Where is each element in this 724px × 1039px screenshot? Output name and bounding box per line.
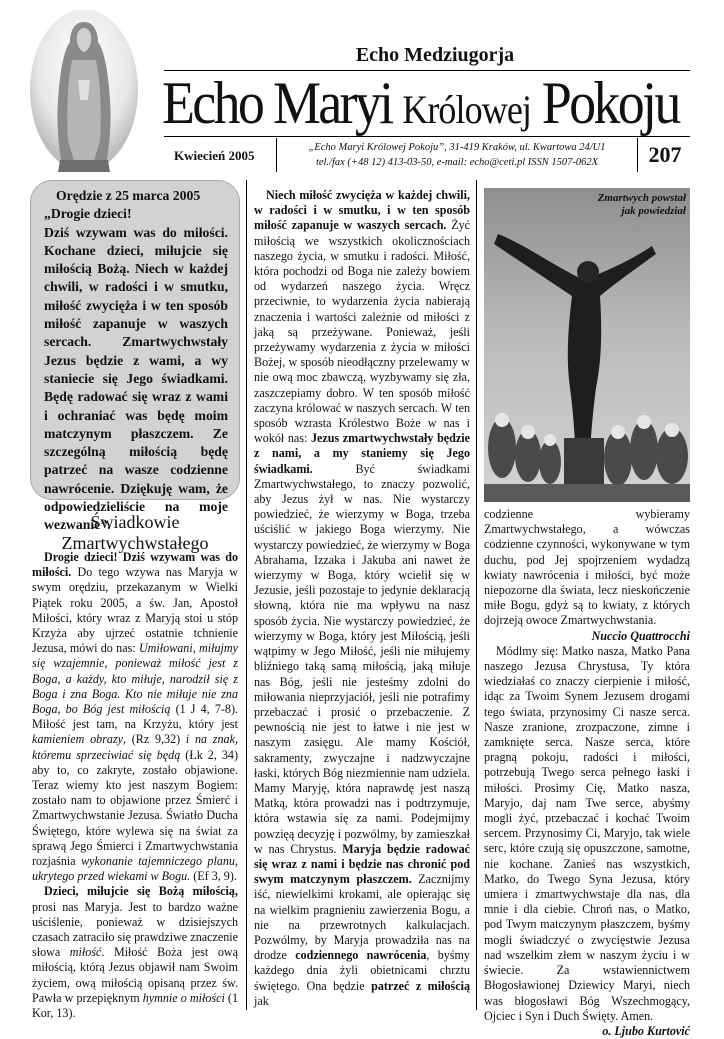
text-run: . Miłość Boża jest ową miłością, którą Jezus objawił nam Swoim życiem, ową miłością opisaną przez św. Pawła w przepięknym bbox=[32, 945, 238, 1005]
paragraph: codzienne wybieramy Zmartwychwstałego, a wówczas codzienne czynności, wykonywane w tym duchu, pod Jej spojrzeniem wydadzą kwiaty nawrócenia i miłości, być może niepozorne dla świata, lecz nieskończenie miłe Bogu, gdyż są to kwiaty, z których dojrzeją owoce Zmartwychwstania. bbox=[484, 507, 690, 628]
text-run: , (Rz 9,32) bbox=[123, 732, 186, 747]
title-part-b: Królowej bbox=[402, 87, 531, 132]
text-run: , byśmy każdego dnia żyli obietnicami chrztu świętego. Ona będzie bbox=[254, 948, 470, 993]
title-part-a: Echo Maryi bbox=[162, 70, 403, 136]
italic-run: hymnie o miłości bbox=[142, 990, 225, 1005]
madonna-statue-image bbox=[30, 10, 138, 172]
photo-caption-line-1: Zmartwych powstał bbox=[597, 192, 686, 204]
article-heading-line-2: Zmartwychwstałego bbox=[61, 533, 209, 553]
message-greeting: „Drogie dzieci! bbox=[44, 206, 132, 222]
text-run: (1 Kor, 13). bbox=[32, 990, 238, 1021]
message-heading: Orędzie z 25 marca 2005 bbox=[56, 188, 201, 203]
issue-date: Kwiecień 2005 bbox=[174, 148, 255, 163]
column-separator bbox=[246, 180, 247, 1010]
bold-run: Jezus zmartwychwstały będzie z nami, a my staniemy się Jego świadkami. bbox=[254, 431, 470, 476]
text-run: prosi nas Maryja. Jest to bardzo ważne uściślenie, ponieważ w dzisiejszych czasach zatraciło się prawdziwe znaczenie słowa bbox=[32, 899, 238, 960]
article-heading bbox=[30, 512, 240, 554]
text-run: Żyć miłością we wszystkich okolicznościach naszego życia, w smutku i radości. Miłość, która pochodzi od Boga nie zależy bowiem od wydarzeń naszego życia. Wręcz przeciwnie, to wydarzenia życia nabierają znaczenia i wartości zależnie od miłości z jaką są przeżywane. Ponieważ, jeśli przeżywamy wydarzenia z życia w miłości Bożej, w sposób nieodłączny przelewamy w nie ową moc zbawczą, wyzbywamy się zła, zaszczepiamy dobro. W ten sposób miłość zaczyna królować w naszych sercach. W ten sposób wzrasta Królestwo Boże w nas i wokół nas: bbox=[254, 218, 471, 446]
italic-run: kamieniem obrazy bbox=[32, 732, 124, 747]
text-run: (Ef 3, 9). bbox=[190, 869, 237, 884]
article-heading-line-1: Świadkowie bbox=[90, 512, 180, 532]
text-run: (Łk 2, 34) aby to, co zakryte, zostało objawione. Teraz wiemy kto jest naszym Bogiem: zostało nam to objawione przez Śmierć i Zmartwychwstanie Jezusa. Światło Ducha Świętego, które wylewa się na świat za sprawą Jego Śmierci i Zmartwychwstania rozjaśnia bbox=[32, 747, 238, 869]
bold-run: codziennego nawrócenia bbox=[295, 948, 427, 963]
bold-run: patrzeć z miłością bbox=[371, 978, 470, 993]
bold-run: Dzieci, miłujcie się Bożą miłością, bbox=[44, 884, 238, 899]
italic-run: miłość bbox=[69, 945, 102, 960]
bold-run: Niech miłość zwycięża w każdej chwili, w radości i w smutku, i w ten sposób miłość zapanuje w waszych sercach. bbox=[254, 188, 470, 233]
photo-caption bbox=[540, 192, 686, 218]
author-signature: Nuccio Quattrocchi bbox=[591, 628, 690, 643]
crucifix-photo bbox=[484, 188, 690, 502]
column-1 bbox=[32, 550, 238, 1021]
masthead-title bbox=[162, 70, 679, 143]
prayer-paragraph: Módlmy się: Matko nasza, Matko Pana naszego Jezusa Chrystusa, Ty która wiedziałaś co znaczy cierpienie i miłość, idąc za Twoim Synem Jezusem drogami tego świata, przynosimy Ci nasze serca. Nasze zranione, zrozpaczone, zimne i zamknięte serca. Nasze serca, które pragną pokoju, radości i miłości, potrzebują Twego serca pełnego łaski i miłości. Prosimy Cię, Matko nasza, Maryjo, daj nam Twe serce, abyśmy mogli żyć, przebaczać i kochać Twoim sercem. Przynosimy Ci, Maryjo, tak wiele serc, które czują się opuszczone, samotne, nie kochane. Zanieś nas wszystkich, Matko, do Twego Syna Jezusa, który umiera i zmartwychwstaje dla nas, dla mnie i dla ciebie. Chroń nas, o Matko, pod Twym matczynym płaszczem, byśmy mogli świadczyć o zwycięstwie Jezusa nad wszelkim złem w naszym życiu i w świecie. Za wstawiennictwem Błogosławionej Dziewicy Maryi, niech was błogosławi Bóg Wszechmogący, Ojciec i Syn i Duch Święty. Amen. bbox=[484, 643, 690, 1023]
paragraph bbox=[32, 884, 238, 1021]
italic-run: wykonanie tajemniczego planu, ukrytego przed wiekami w Bogu. bbox=[32, 854, 238, 884]
message-text bbox=[44, 187, 228, 535]
issue-number: 207 bbox=[648, 142, 682, 167]
title-part-c: Pokoju bbox=[531, 70, 679, 136]
text-run: Zacznijmy iść, niewielkimi krokami, ale opierając się na wielkim pragnieniu zawierzenia Bogu, a nie na przewrotnych kalkulacjach. Pozwólmy, by Maryja prowadziła nas na drodze bbox=[254, 872, 470, 963]
kicker-title: Echo Medziugorja bbox=[355, 44, 515, 66]
text-run: Do tego wzywa nas Maryja w swym orędziu, przekazanym w Wielki Piątek roku 2005, a św. Jan, Apostoł Miłości, który wraz z Maryją stoi u stóp Krzyża aby ujrzeć ostatnie tchnienie Jezusa, mówi do nas: bbox=[32, 565, 238, 656]
paragraph bbox=[254, 188, 470, 1009]
italic-run: Umiłowani, miłujmy się wzajemnie, ponieważ miłość jest z Boga, a każdy, kto miłuje, narodził się z Boga i zna Boga. Kto nie miłuje nie zna Boga, bo Bóg jest miłością bbox=[32, 641, 239, 717]
message-body: Dziś wzywam was do miłości. Kochane dzieci, miłujcie się miłością Bożą. Niech w każdej chwili, w radości i w smutku, miłość zwycięża i w ten sposób miłość zapanuje w waszych sercach. Zmartwychwstały Jezus będzie z wami, a wy staniecie się Jego świadkami. Będę radować się wraz z wami i ochraniać was będę moim matczynym płaszczem. Ze szczególną miłością będę patrzeć na wasze codzienne nawrócenie. Dziękuję wam, że odpowiedzieliście na moje wezwanie”. bbox=[44, 224, 228, 533]
photo-caption-line-2: jak powiedział bbox=[621, 205, 686, 217]
imprint-line-1: „Echo Maryi Królowej Pokoju”, 31-419 Kraków, ul. Kwartowa 24/U1 bbox=[308, 142, 606, 153]
text-run: Być świadkami Zmartwychwstałego, to znaczy pozwolić, aby Jezus żył w nas. Nie wystarczy powiedzieć, że wierzymy w Boga, trzeba uściślić w jakiego Boga wierzymy. Nie wystarczy powiedzieć, że wierzymy w Boga Abrahama, Izzaka i Jakuba ani nawet że wierzymy w Boga, który wcielił się w Jezusie, jeśli pozostaje to jedynie deklaracją słowną, która nie ma wpływu na nasz sposób życia. Nie wystarczy powiedzieć, że wierzymy w Boga, który jest Miłością, jeśli wątpimy w Jego Miłość, jeśli nie miłujemy bliźniego taką samą miłością, jaką miłuje nas Bóg, jeśli nie jesteśmy zdolni do miłowania nieprzyjaciół, jeśli nie potrafimy przebaczać i prosić o przebaczenie. Z pewnością nie jest to łatwe i nie jest w naszym zasięgu. Ale mamy Kościół, sakramenty, zwyczajne i nadzwyczajne łaski, których Bóg niezmiennie nam udziela. Mamy Maryję, która naprawdę jest naszą Matką, która prowadzi nas i podtrzymuje, która wstawia się za nami. Podejmijmy powzięą decyzję i pozwólmy, by zamieszkał w nas Chrystus. bbox=[254, 461, 470, 856]
italic-run: i na znak, któremu sprzeciwiać się będą bbox=[32, 732, 238, 762]
column-3 bbox=[484, 507, 690, 1039]
bold-run: Drogie dzieci! Dziś wzywam was do miłości. bbox=[32, 550, 238, 580]
imprint-line-2: tel./fax (+48 12) 413-03-50, e-mail: echo@ceti.pl ISSN 1507-062X bbox=[315, 157, 599, 168]
text-run: jak bbox=[254, 993, 269, 1008]
column-separator bbox=[476, 180, 477, 1010]
masthead-rule-bottom bbox=[164, 136, 690, 137]
imprint bbox=[276, 138, 638, 172]
paragraph bbox=[32, 550, 238, 884]
text-run: (1 J 4, 7-8). Miłość jest tam, na Krzyżu, który jest bbox=[32, 702, 238, 732]
column-2 bbox=[254, 188, 470, 1009]
author-signature: o. Ljubo Kurtović bbox=[602, 1023, 690, 1038]
bold-run: Maryja będzie radować się wraz z nami i będzie nas chronić pod swym matczynym płaszczem. bbox=[254, 841, 470, 887]
